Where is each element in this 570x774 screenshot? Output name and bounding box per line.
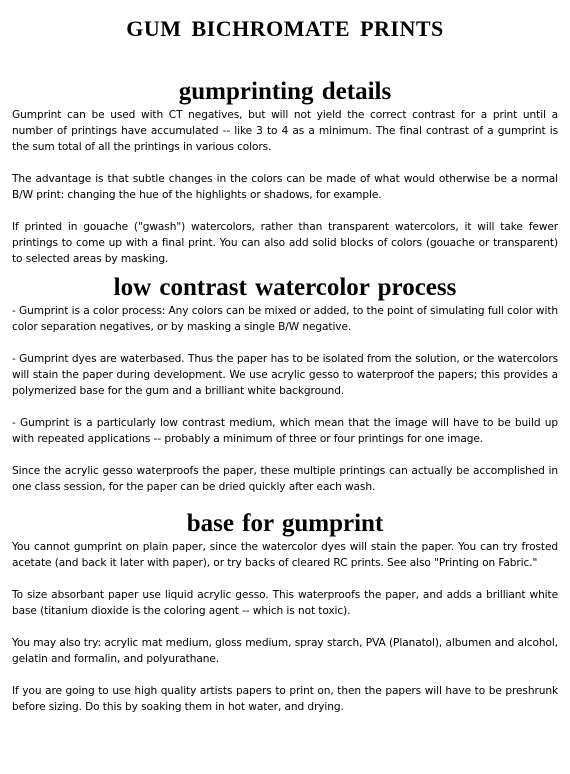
section-heading: low contrast watercolor process xyxy=(113,274,457,301)
section-gumprinting-details xyxy=(12,77,558,267)
paragraph: - Gumprint is a particularly low contrast medium, which mean that the image will have to be build up with repeated applications -- probably a minimum of three or four printings for one image. xyxy=(12,417,558,445)
section-base-for-gumprint xyxy=(12,509,558,715)
section-heading: base for gumprint xyxy=(186,510,384,537)
page-title: GUM BICHROMATE PRINTS xyxy=(126,16,444,41)
paragraph: If printed in gouache ("gwash") watercolors, rather than transparent watercolors, it will take fewer printings to come up with a final print. You can also add solid blocks of colors (gouache or transparent) to selected areas by masking. xyxy=(12,221,558,265)
paragraph: To size absorbant paper use liquid acrylic gesso. This waterproofs the paper, and adds a brilliant white base (titanium dioxide is the coloring agent -- which is not toxic). xyxy=(12,589,558,617)
section-low-contrast-watercolor-process xyxy=(12,273,558,495)
paragraph: Since the acrylic gesso waterproofs the paper, these multiple printings can actually be accomplished in one class session, for the paper can be dried quickly after each wash. xyxy=(12,465,558,493)
paragraph: You may also try: acrylic mat medium, gloss medium, spray starch, PVA (Planatol), albumen and alcohol, gelatin and formalin, and polyurathane. xyxy=(12,637,558,665)
section-heading: gumprinting details xyxy=(178,78,392,105)
paragraph: Gumprint can be used with CT negatives, but will not yield the correct contrast for a print until a number of printings have accumulated -- like 3 to 4 as a minimum. The final contrast of a gumprint is the sum total of all the printings in various colors. xyxy=(12,109,558,153)
paragraph: The advantage is that subtle changes in the colors can be made of what would otherwise be a normal B/W print: changing the hue of the highlights or shadows, for example. xyxy=(12,173,558,201)
paragraph: You cannot gumprint on plain paper, since the watercolor dyes will stain the paper. You can try frosted acetate (and back it later with paper), or try backs of cleared RC prints. See also "Printing on Fabric." xyxy=(12,541,558,569)
paragraph: - Gumprint is a color process: Any colors can be mixed or added, to the point of simulating full color with color separation negatives, or by masking a single B/W negative. xyxy=(12,305,558,333)
paragraph: If you are going to use high quality artists papers to print on, then the papers will have to be preshrunk before sizing. Do this by soaking them in hot water, and drying. xyxy=(12,685,558,713)
paragraph: - Gumprint dyes are waterbased. Thus the paper has to be isolated from the solution, or the watercolors will stain the paper during development. We use acrylic gesso to waterproof the papers; this provides a polymerized base for the gum and a brilliant white background. xyxy=(12,353,558,397)
